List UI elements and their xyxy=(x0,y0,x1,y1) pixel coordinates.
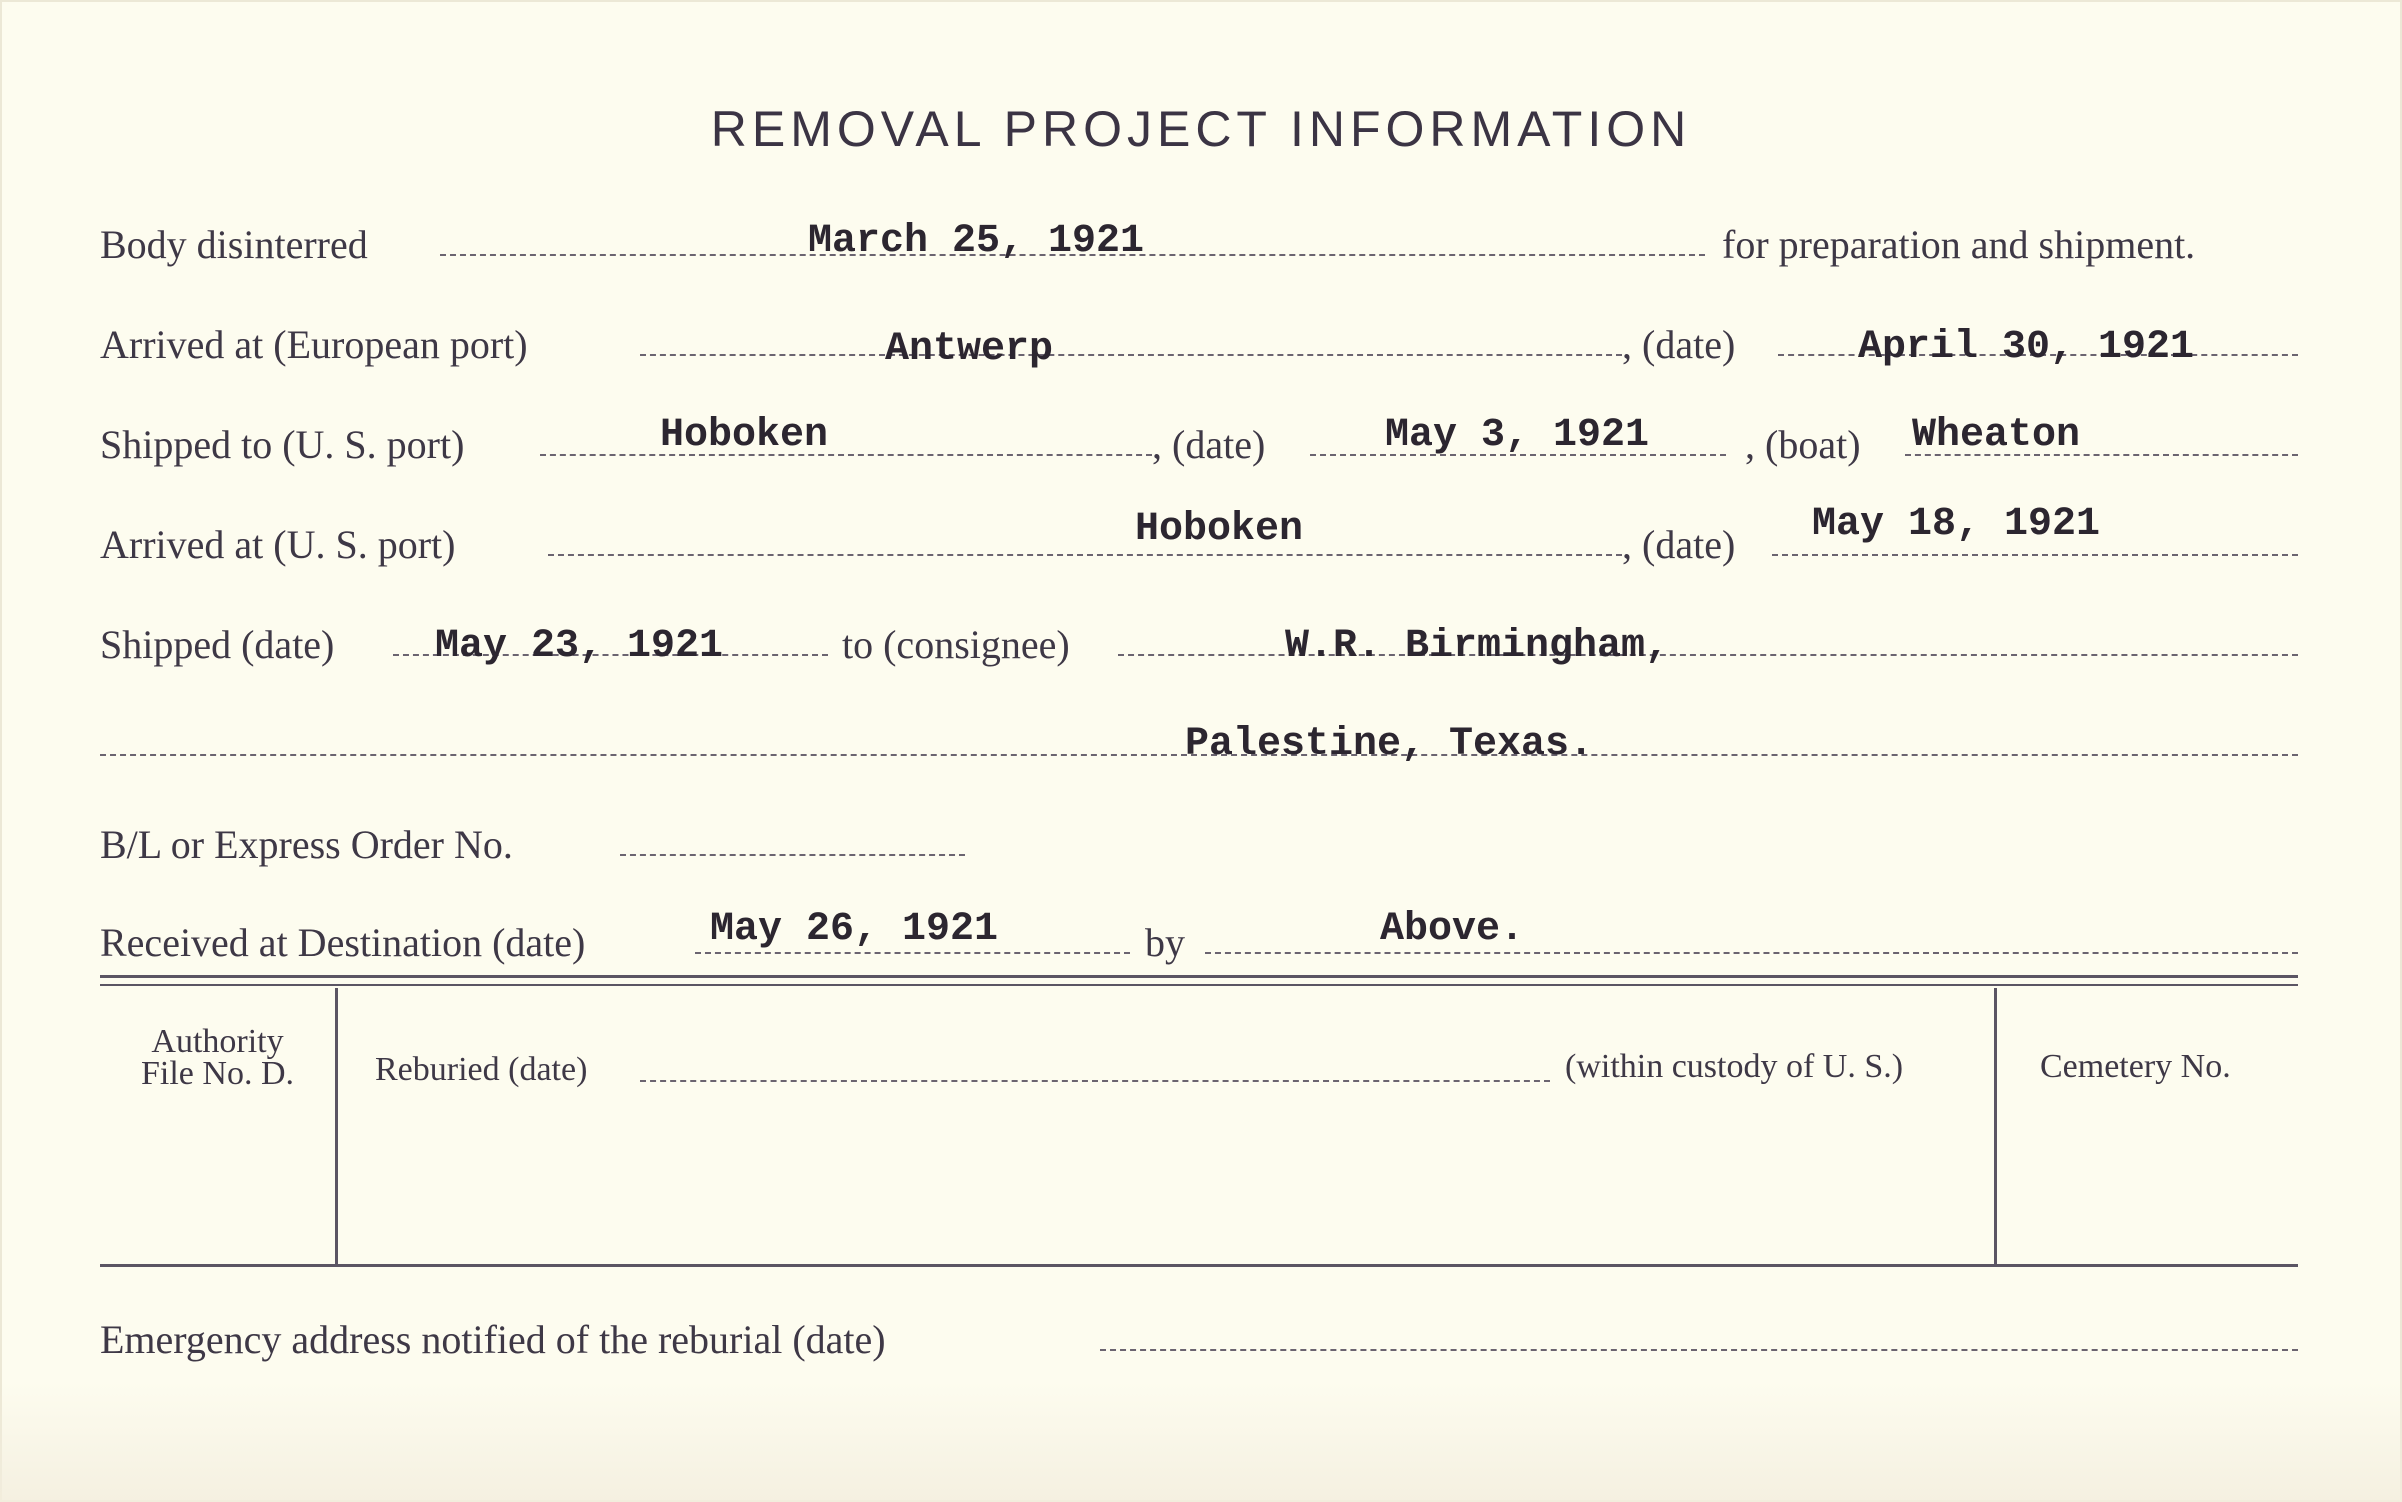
emergency-line xyxy=(1100,1349,2298,1351)
arrived-us-port-label: Arrived at (U. S. port) xyxy=(100,522,456,567)
reburied-label: Reburied (date) xyxy=(375,1051,588,1088)
received-by-line xyxy=(1205,952,2298,954)
arrived-us-port-date-line xyxy=(1772,554,2298,556)
cemetery-divider xyxy=(1994,988,1997,1265)
cemetery-label: Cemetery No. xyxy=(2040,1048,2231,1085)
arrived-us-port-line xyxy=(548,554,1622,556)
received-date-line xyxy=(695,952,1130,954)
bl-label: B/L or Express Order No. xyxy=(100,822,513,867)
custody-label: (within custody of U. S.) xyxy=(1565,1048,1904,1085)
authority-label-line2: File No. D. xyxy=(141,1055,294,1092)
box-bottom-rule xyxy=(100,1264,2298,1267)
shipped-us-port-line xyxy=(540,454,1152,456)
us-port-shipped-value: Hoboken xyxy=(660,413,829,458)
european-port-date-value: April 30, 1921 xyxy=(1858,325,2195,370)
consignee-address-value: Palestine, Texas. xyxy=(1185,722,1594,767)
body-disinterred-suffix: for preparation and shipment. xyxy=(1722,222,2196,267)
double-rule-bottom xyxy=(100,984,2298,986)
european-port-date-label: , (date) xyxy=(1622,322,1736,367)
european-port-value: Antwerp xyxy=(885,327,1054,372)
us-port-shipped-date-value: May 3, 1921 xyxy=(1385,413,1650,458)
us-port-arrived-value: Hoboken xyxy=(1135,507,1304,552)
form-title: REMOVAL PROJECT INFORMATION xyxy=(710,101,1692,157)
to-consignee-label: to (consignee) xyxy=(842,622,1070,667)
consignee-value: W.R. Birmingham, xyxy=(1285,624,1670,669)
shipped-date-value: May 23, 1921 xyxy=(435,624,724,669)
double-rule-top xyxy=(100,975,2298,978)
boat-label: , (boat) xyxy=(1745,422,1861,467)
authority-divider xyxy=(335,988,338,1265)
shipped-us-port-date-label: , (date) xyxy=(1152,422,1266,467)
emergency-label: Emergency address notified of the reburial (date) xyxy=(100,1317,886,1362)
authority-label-line1: Authority xyxy=(151,1023,284,1060)
by-label: by xyxy=(1145,920,1185,965)
body-disinterred-label: Body disinterred xyxy=(100,222,368,267)
reburied-line xyxy=(640,1080,1550,1082)
arrived-us-port-date-label: , (date) xyxy=(1622,522,1736,567)
received-label: Received at Destination (date) xyxy=(100,920,586,965)
us-port-arrived-date-value: May 18, 1921 xyxy=(1812,502,2101,547)
shipped-date-label: Shipped (date) xyxy=(100,622,335,667)
arrived-european-port-label: Arrived at (European port) xyxy=(100,322,528,367)
bl-line xyxy=(620,854,965,856)
received-date-value: May 26, 1921 xyxy=(710,907,999,952)
disinterred-date-value: March 25, 1921 xyxy=(808,219,1145,264)
shipped-to-us-port-label: Shipped to (U. S. port) xyxy=(100,422,465,467)
boat-value: Wheaton xyxy=(1912,413,2081,458)
received-by-value: Above. xyxy=(1380,907,1525,952)
european-port-line xyxy=(640,354,1622,356)
